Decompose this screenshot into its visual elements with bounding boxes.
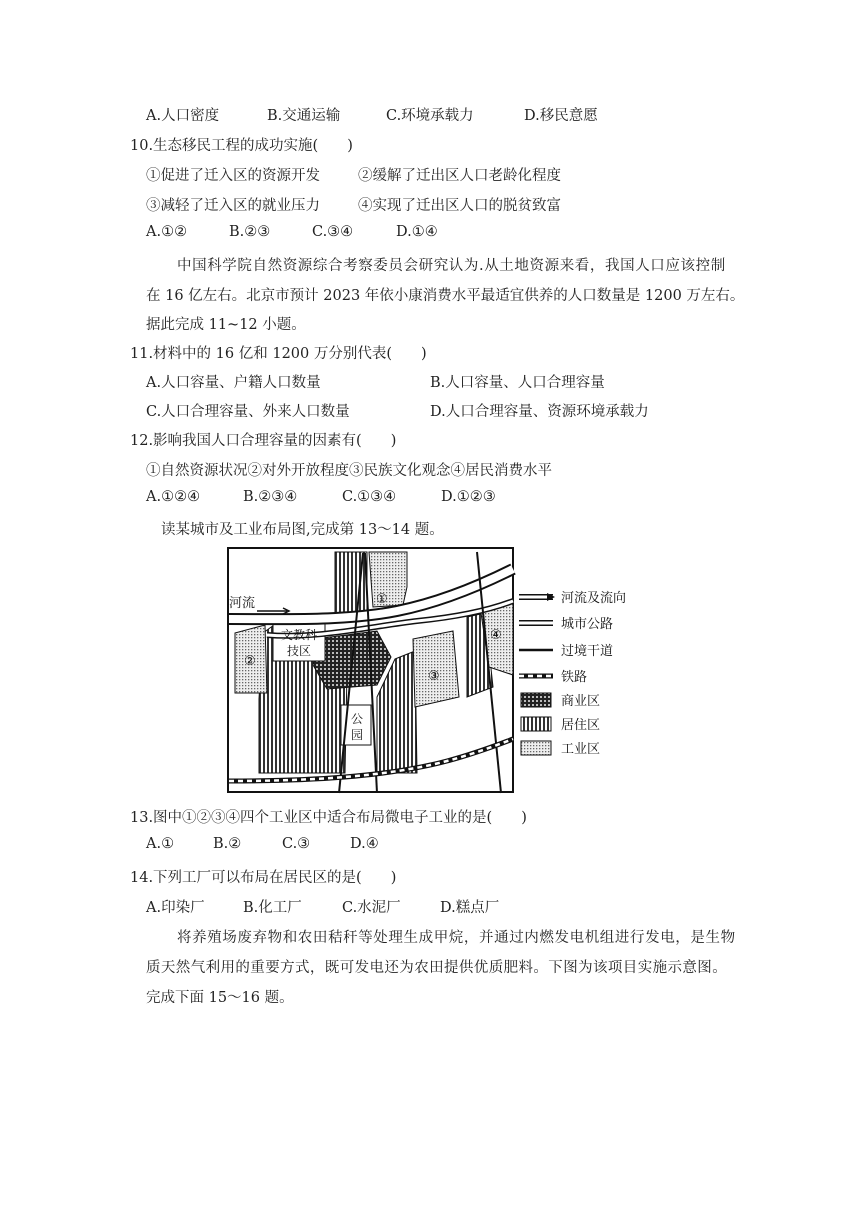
q12-option-b: B.②③④ [243, 489, 298, 505]
q10-option-b: B.②③ [229, 224, 271, 240]
legend-residential: 居住区 [561, 718, 601, 733]
q10-statement-2: ②缓解了迁出区人口老龄化程度 [358, 168, 561, 184]
q10-statement-1: ①促进了迁入区的资源开发 [146, 168, 320, 184]
q10-option-d: D.①④ [396, 224, 438, 240]
q9-option-c: C.环境承载力 [386, 108, 474, 124]
q14-option-d: D.糕点厂 [440, 900, 500, 916]
marker-1: ① [376, 592, 388, 607]
q14-option-b: B.化工厂 [243, 900, 302, 916]
park-label-2: 园 [351, 728, 364, 742]
q10-option-c: C.③④ [312, 224, 354, 240]
legend-railway: 铁路 [561, 670, 588, 685]
q13-option-a: A.① [146, 836, 175, 852]
q11-option-c: C.人口合理容量、外来人口数量 [146, 404, 350, 420]
q12-stem: 12.影响我国人口合理容量的因素有( ) [130, 433, 397, 449]
legend-commercial: 商业区 [561, 694, 601, 709]
marker-3: ③ [428, 669, 440, 684]
passage3-line3: 完成下面 15～16 题。 [146, 990, 294, 1006]
q11-option-a: A.人口容量、户籍人口数量 [146, 375, 321, 391]
q11-option-b: B.人口容量、人口合理容量 [430, 375, 605, 391]
legend-industrial: 工业区 [561, 742, 601, 757]
q13-stem: 13.图中①②③④四个工业区中适合布局微电子工业的是( ) [130, 810, 527, 826]
edu-zone-label-1: 文教科 [281, 628, 318, 642]
q12-option-d: D.①②③ [441, 489, 496, 505]
city-industry-map [227, 547, 647, 795]
q14-option-a: A.印染厂 [146, 900, 205, 916]
park-label-1: 公 [351, 712, 364, 726]
q11-stem: 11.材料中的 16 亿和 1200 万分别代表( ) [130, 346, 427, 362]
q13-option-b: B.② [213, 836, 242, 852]
q14-option-c: C.水泥厂 [342, 900, 401, 916]
q13-option-c: C.③ [282, 836, 311, 852]
q12-option-a: A.①②④ [146, 489, 201, 505]
q11-option-d: D.人口合理容量、资源环境承载力 [430, 404, 649, 420]
passage1-line1: 中国科学院自然资源综合考察委员会研究认为.从土地资源来看，我国人口应该控制 [177, 258, 726, 274]
q10-option-a: A.①② [146, 224, 188, 240]
q10-statement-3: ③减轻了迁入区的就业压力 [146, 198, 320, 214]
q10-stem: 10.生态移民工程的成功实施( ) [130, 138, 353, 154]
passage1-line2: 在 16 亿左右。北京市预计 2023 年依小康消费水平最适宜供养的人口数量是 1200 万左右。 [146, 288, 745, 304]
q13-option-d: D.④ [350, 836, 379, 852]
passage3-line1: 将养殖场废弃物和农田秸秆等处理生成甲烷，并通过内燃发电机组进行发电，是生物 [177, 930, 736, 946]
legend-river: 河流及流向 [561, 591, 627, 606]
legend-city-road: 城市公路 [561, 617, 614, 632]
passage3-line2: 质天然气利用的重要方式，既可发电还为农田提供优质肥料。下图为该项目实施示意图。 [146, 960, 728, 976]
q9-option-a: A.人口密度 [146, 108, 220, 124]
industrial-zone-1 [369, 552, 407, 607]
q14-stem: 14.下列工厂可以布局在居民区的是( ) [130, 870, 397, 886]
marker-4: ④ [490, 628, 502, 643]
legend-highway: 过境干道 [561, 644, 614, 659]
marker-2: ② [244, 654, 256, 669]
q9-option-b: B.交通运输 [267, 108, 341, 124]
map-legend [519, 590, 626, 757]
passage2: 读某城市及工业布局图,完成第 13～14 题。 [161, 522, 444, 538]
q9-option-d: D.移民意愿 [524, 108, 598, 124]
q10-statement-4: ④实现了迁出区人口的脱贫致富 [358, 198, 561, 214]
passage1-line3: 据此完成 11~12 小题。 [146, 317, 306, 333]
q12-statements: ①自然资源状况②对外开放程度③民族文化观念④居民消费水平 [146, 463, 552, 479]
edu-zone-label-2: 技区 [287, 644, 312, 658]
q12-option-c: C.①③④ [342, 489, 397, 505]
river-label: 河流 [229, 596, 256, 611]
